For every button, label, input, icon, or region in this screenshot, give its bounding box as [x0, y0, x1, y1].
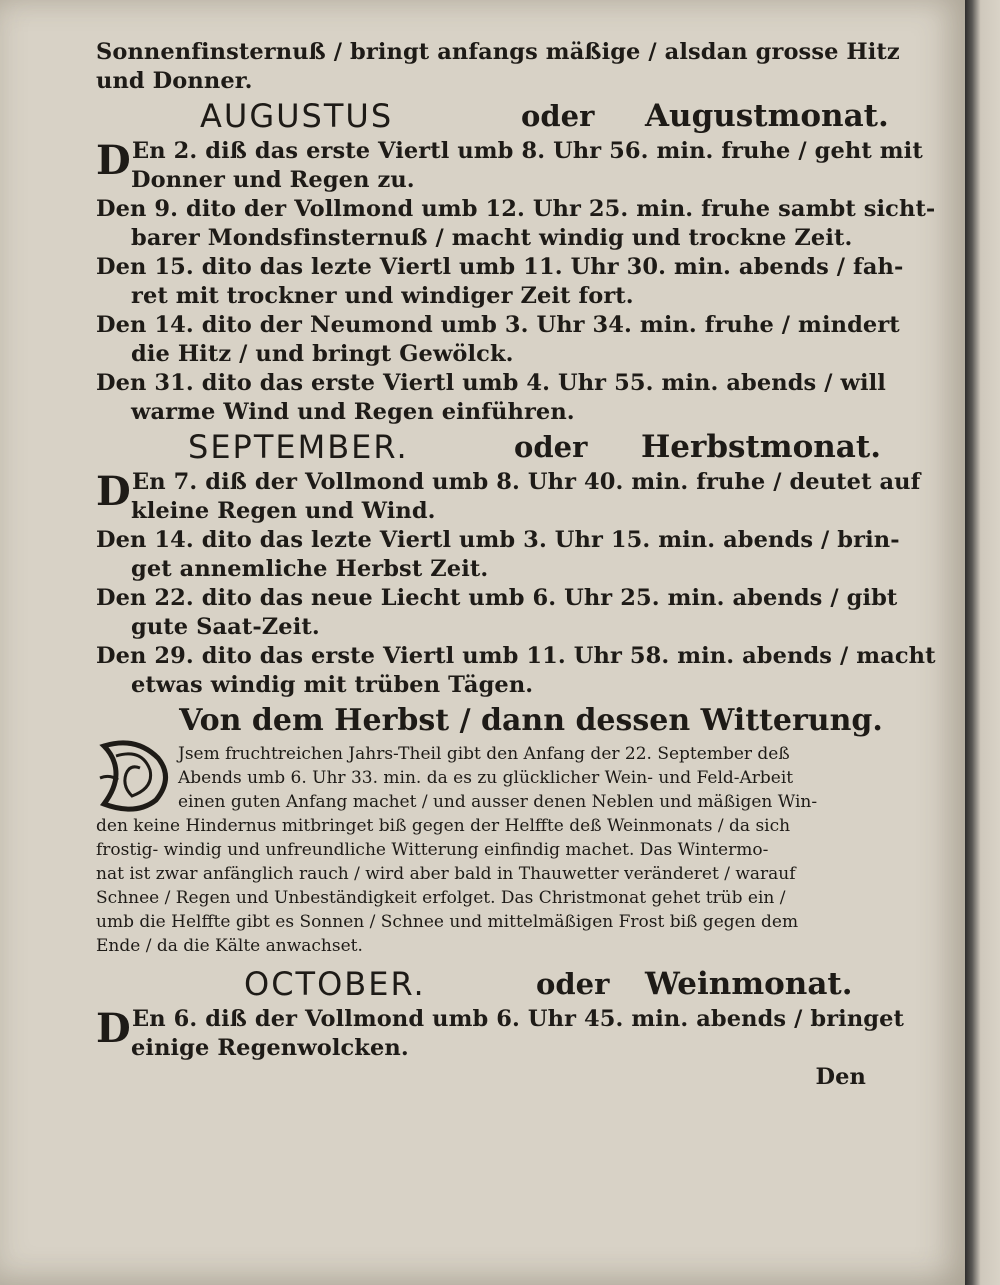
text-line: Den 15. dito das lezte Viertl umb 11. Uhr 30. min. abends / fah- [96, 254, 904, 280]
text-line: Abends umb 6. Uhr 33. min. da es zu glücklicher Wein- und Feld-Arbeit [178, 768, 794, 788]
text-line: einen guten Anfang machet / und ausser denen Neblen und mäßigen Win- [178, 792, 818, 812]
month-latin: OCTOBER. [244, 965, 426, 1003]
page-text [96, 38, 936, 1092]
book-spine [965, 0, 1000, 1285]
month-heading-september [96, 427, 936, 468]
text-line: Den 14. dito der Neumond umb 3. Uhr 34. min. fruhe / mindert [96, 312, 900, 338]
text-line: Sonnenfinsternuß / bringt anfangs mäßige / alsdan grosse Hitz [96, 39, 900, 65]
text-line: Jsem fruchtreichen Jahrs-Theil gibt den Anfang der 22. September deß [178, 744, 790, 764]
text-line: D En 2. diß das erste Viertl umb 8. Uhr 56. min. fruhe / geht mit [96, 137, 923, 184]
herbst-paragraph [96, 742, 936, 958]
drop-initial: D [96, 468, 131, 515]
text-line: Schnee / Regen und Unbeständigkeit erfolget. Das Christmonat gehet trüb ein / [96, 888, 786, 908]
text-line: Ende / da die Kälte anwachset. [96, 936, 363, 956]
text-line: Donner und Regen zu. [131, 167, 415, 193]
text-line: etwas windig mit trüben Tägen. [131, 672, 534, 698]
drop-initial: D [96, 1005, 131, 1052]
month-oder: oder [514, 430, 588, 464]
drop-initial: D [96, 137, 131, 184]
text-line: die Hitz / und bringt Gewölck. [131, 341, 514, 367]
text-line: und Donner. [96, 68, 253, 94]
text-line: umb die Helffte gibt es Sonnen / Schnee und mittelmäßigen Frost biß gegen dem [96, 912, 799, 932]
text-line: Den 14. dito das lezte Viertl umb 3. Uhr 15. min. abends / brin- [96, 527, 900, 553]
text-line: einige Regenwolcken. [131, 1035, 409, 1061]
month-german: Weinmonat. [645, 966, 853, 1002]
text-line: ret mit trockner und windiger Zeit fort. [131, 283, 634, 309]
month-oder: oder [536, 967, 610, 1001]
month-heading-october [96, 964, 936, 1005]
text-line: den keine Hindernus mitbringet biß gegen der Helffte deß Weinmonats / da sich [96, 816, 791, 836]
text-line: Den 31. dito das erste Viertl umb 4. Uhr 55. min. abends / will [96, 370, 886, 396]
text-line: barer Mondsfinsternuß / macht windig und trockne Zeit. [131, 225, 853, 251]
text-line: get annemliche Herbst Zeit. [131, 556, 489, 582]
month-oder: oder [521, 99, 595, 133]
month-german: Augustmonat. [645, 98, 889, 134]
text-line: kleine Regen und Wind. [131, 498, 436, 524]
text-line: nat ist zwar anfänglich rauch / wird aber bald in Thauwetter veränderet / warauf [96, 864, 796, 884]
text-line: Den 22. dito das neue Liecht umb 6. Uhr 25. min. abends / gibt [96, 585, 898, 611]
month-latin: SEPTEMBER. [188, 428, 409, 466]
text-line: frostig- windig und unfreundliche Witterung einfindig machet. Das Wintermo- [96, 840, 769, 860]
text-line: D En 6. diß der Vollmond umb 6. Uhr 45. min. abends / bringet [96, 1005, 905, 1052]
ornamental-initial-d-icon [96, 738, 172, 812]
text-line: D En 7. diß der Vollmond umb 8. Uhr 40. min. fruhe / deutet auf [96, 468, 921, 515]
month-german: Herbstmonat. [641, 429, 882, 465]
text-line: warme Wind und Regen einführen. [131, 399, 575, 425]
text-line: gute Saat-Zeit. [131, 614, 320, 640]
text-line: Den 9. dito der Vollmond umb 12. Uhr 25. min. fruhe sambt sicht- [96, 196, 936, 222]
section-title-herbst: Von dem Herbst / dann dessen Witterung. [179, 703, 883, 738]
month-heading-august [96, 96, 936, 137]
text-line: Den 29. dito das erste Viertl umb 11. Uhr 58. min. abends / macht [96, 643, 936, 669]
catchword: Den [815, 1064, 866, 1090]
month-latin: AUGUSTUS [200, 97, 394, 135]
